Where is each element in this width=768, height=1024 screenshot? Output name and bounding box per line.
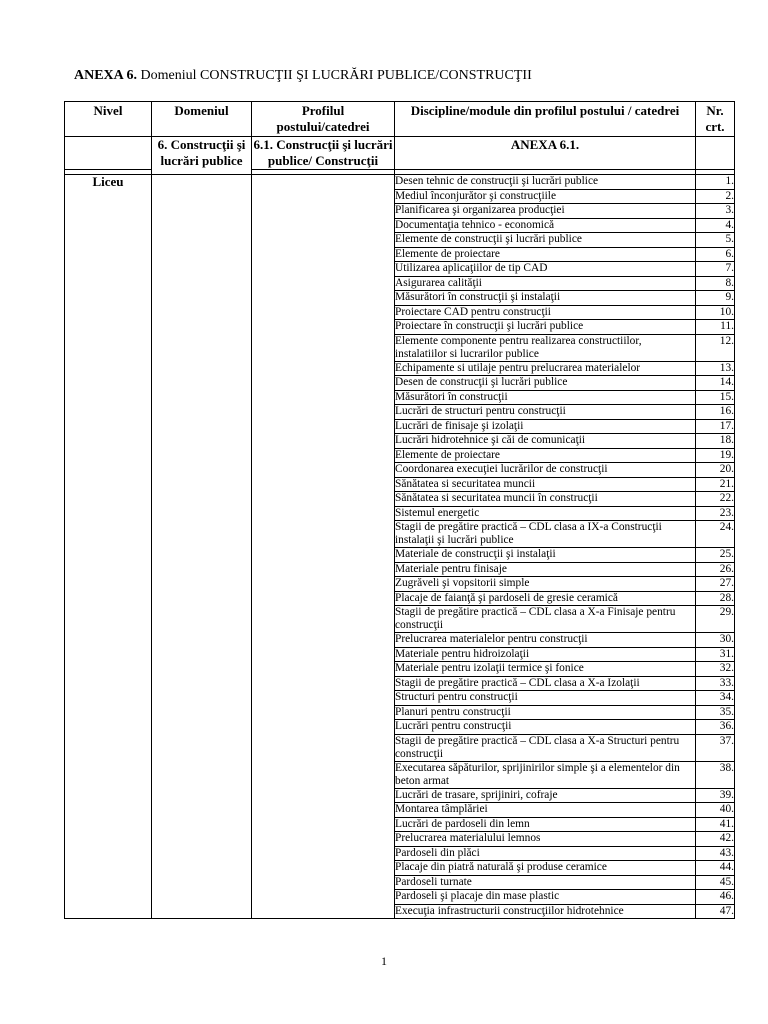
domain-empty-cell [152,175,252,919]
subheader-row [65,137,735,170]
nr-crt-cell: 46. [696,890,735,905]
nr-crt-cell: 21. [696,477,735,492]
header-row [65,102,735,137]
page-number: 1 [381,954,387,968]
discipline-cell: Proiectare în construcţii şi lucrări publice [395,320,696,335]
table-row [65,175,735,190]
nr-crt-cell: 40. [696,803,735,818]
discipline-cell: Elemente de proiectare [395,448,696,463]
nr-crt-cell: 27. [696,577,735,592]
discipline-cell: Desen tehnic de construcţii şi lucrări publice [395,175,696,190]
discipline-cell: Elemente componente pentru realizarea constructiilor, instalatiilor si lucrarilor publice [395,334,696,361]
nr-crt-cell: 38. [696,761,735,788]
discipline-cell: Lucrări pentru construcţii [395,720,696,735]
discipline-cell: Planuri pentru construcţii [395,705,696,720]
discipline-cell: Stagii de pregătire practică – CDL clasa a IX-a Construcţii instalaţii şi lucrări publice [395,521,696,548]
nr-crt-cell: 8. [696,276,735,291]
discipline-cell: Pardoseli din plăci [395,846,696,861]
discipline-cell: Echipamente si utilaje pentru prelucrarea materialelor [395,361,696,376]
domain-cell: 6. Construcţii şi lucrări publice [152,137,252,175]
nr-crt-cell: 26. [696,562,735,577]
discipline-cell: Stagii de pregătire practică – CDL clasa a X-a Izolaţii [395,676,696,691]
nr-crt-cell: 29. [696,606,735,633]
discipline-cell: Lucrări de structuri pentru construcţii [395,405,696,420]
nr-crt-cell: 44. [696,861,735,876]
nr-crt-cell: 47. [696,904,735,919]
nr-crt-cell: 30. [696,633,735,648]
discipline-cell: Pardoseli turnate [395,875,696,890]
nr-subheader-cell [696,137,735,170]
nr-crt-cell: 19. [696,448,735,463]
nr-crt-cell: 24. [696,521,735,548]
nr-crt-cell: 2. [696,189,735,204]
nr-crt-cell: 3. [696,204,735,219]
nr-crt-cell: 35. [696,705,735,720]
nr-crt-cell: 16. [696,405,735,420]
nr-crt-cell: 25. [696,548,735,563]
discipline-cell: Lucrări de finisaje şi izolaţii [395,419,696,434]
discipline-cell: Documentaţia tehnico - economică [395,218,696,233]
nr-crt-cell: 7. [696,262,735,277]
nr-crt-cell: 5. [696,233,735,248]
nr-crt-cell: 15. [696,390,735,405]
discipline-cell: Materiale de construcţii şi instalaţii [395,548,696,563]
discipline-cell: Placaje din piatră naturală şi produse ceramice [395,861,696,876]
nr-crt-cell: 28. [696,591,735,606]
nr-crt-cell: 6. [696,247,735,262]
nr-crt-cell: 13. [696,361,735,376]
nr-crt-cell: 37. [696,734,735,761]
nr-crt-cell: 42. [696,832,735,847]
discipline-cell: Placaje de faianţă şi pardoseli de gresie ceramică [395,591,696,606]
discipline-cell: Asigurarea calităţii [395,276,696,291]
nr-crt-cell: 10. [696,305,735,320]
nr-crt-cell: 36. [696,720,735,735]
nr-crt-cell: 33. [696,676,735,691]
document-title [74,68,532,84]
nr-crt-cell: 22. [696,492,735,507]
discipline-cell: Structuri pentru construcţii [395,691,696,706]
title-rest: Domeniul CONSTRUCŢII ŞI LUCRĂRI PUBLICE/CONSTRUCŢII [137,68,532,83]
nr-crt-cell: 18. [696,434,735,449]
header-nr-crt: Nr. crt. [696,102,735,137]
header-discipline: Discipline/module din profilul postului / catedrei [395,102,696,137]
nr-crt-cell: 31. [696,647,735,662]
nr-crt-cell: 17. [696,419,735,434]
discipline-cell: Materiale pentru finisaje [395,562,696,577]
level-cell: Liceu [65,175,152,919]
nr-crt-cell: 45. [696,875,735,890]
nr-crt-cell: 32. [696,662,735,677]
discipline-cell: Montarea tâmplăriei [395,803,696,818]
discipline-cell: Planificarea şi organizarea producţiei [395,204,696,219]
discipline-cell: Desen de construcţii şi lucrări publice [395,376,696,391]
profile-cell: 6.1. Construcţii şi lucrări publice/ Construcţii [253,137,393,168]
nr-crt-cell: 43. [696,846,735,861]
discipline-cell: Coordonarea execuţiei lucrărilor de construcţii [395,463,696,478]
discipline-cell: Utilizarea aplicaţiilor de tip CAD [395,262,696,277]
discipline-cell: Zugrăveli şi vopsitorii simple [395,577,696,592]
discipline-cell: Lucrări hidrotehnice şi căi de comunicaţii [395,434,696,449]
discipline-cell: Stagii de pregătire practică – CDL clasa a X-a Finisaje pentru construcţii [395,606,696,633]
nr-crt-cell: 4. [696,218,735,233]
header-profilul: Profilul postului/catedrei [252,102,395,137]
nivel-subheader-cell [65,137,152,170]
nr-crt-cell: 34. [696,691,735,706]
discipline-cell: Pardoseli şi placaje din mase plastic [395,890,696,905]
discipline-cell: Elemente de construcţii şi lucrări publice [395,233,696,248]
disciplines-table [64,101,735,919]
discipline-cell: Stagii de pregătire practică – CDL clasa a X-a Structuri pentru construcţii [395,734,696,761]
nr-crt-cell: 14. [696,376,735,391]
discipline-cell: Proiectare CAD pentru construcţii [395,305,696,320]
profile-empty-cell [252,175,395,919]
discipline-cell: Măsurători în construcţii [395,390,696,405]
discipline-cell: Sănătatea si securitatea muncii [395,477,696,492]
header-domeniul: Domeniul [152,102,252,137]
header-nivel: Nivel [65,102,152,137]
discipline-cell: Sănătatea si securitatea muncii în construcţii [395,492,696,507]
title-prefix: ANEXA 6. [74,68,138,83]
discipline-cell: Măsurători în construcţii şi instalaţii [395,291,696,306]
nr-crt-cell: 1. [696,175,735,190]
discipline-cell: Prelucrarea materialului lemnos [395,832,696,847]
nr-crt-cell: 11. [696,320,735,335]
nr-crt-cell: 41. [696,817,735,832]
discipline-cell: Lucrări de trasare, sprijiniri, cofraje [395,788,696,803]
discipline-cell: Sistemul energetic [395,506,696,521]
discipline-cell: Mediul înconjurător şi construcţiile [395,189,696,204]
nr-crt-cell: 39. [696,788,735,803]
annex-cell: ANEXA 6.1. [395,137,696,170]
nr-crt-cell: 12. [696,334,735,361]
discipline-cell: Materiale pentru izolaţii termice şi fonice [395,662,696,677]
discipline-cell: Materiale pentru hidroizolaţii [395,647,696,662]
discipline-cell: Elemente de proiectare [395,247,696,262]
nr-crt-cell: 20. [696,463,735,478]
nr-crt-cell: 9. [696,291,735,306]
discipline-cell: Lucrări de pardoseli din lemn [395,817,696,832]
discipline-cell: Prelucrarea materialelor pentru construcţii [395,633,696,648]
nr-crt-cell: 23. [696,506,735,521]
discipline-cell: Executarea săpăturilor, sprijinirilor simple şi a elementelor din beton armat [395,761,696,788]
discipline-cell: Execuţia infrastructurii construcţiilor hidrotehnice [395,904,696,919]
